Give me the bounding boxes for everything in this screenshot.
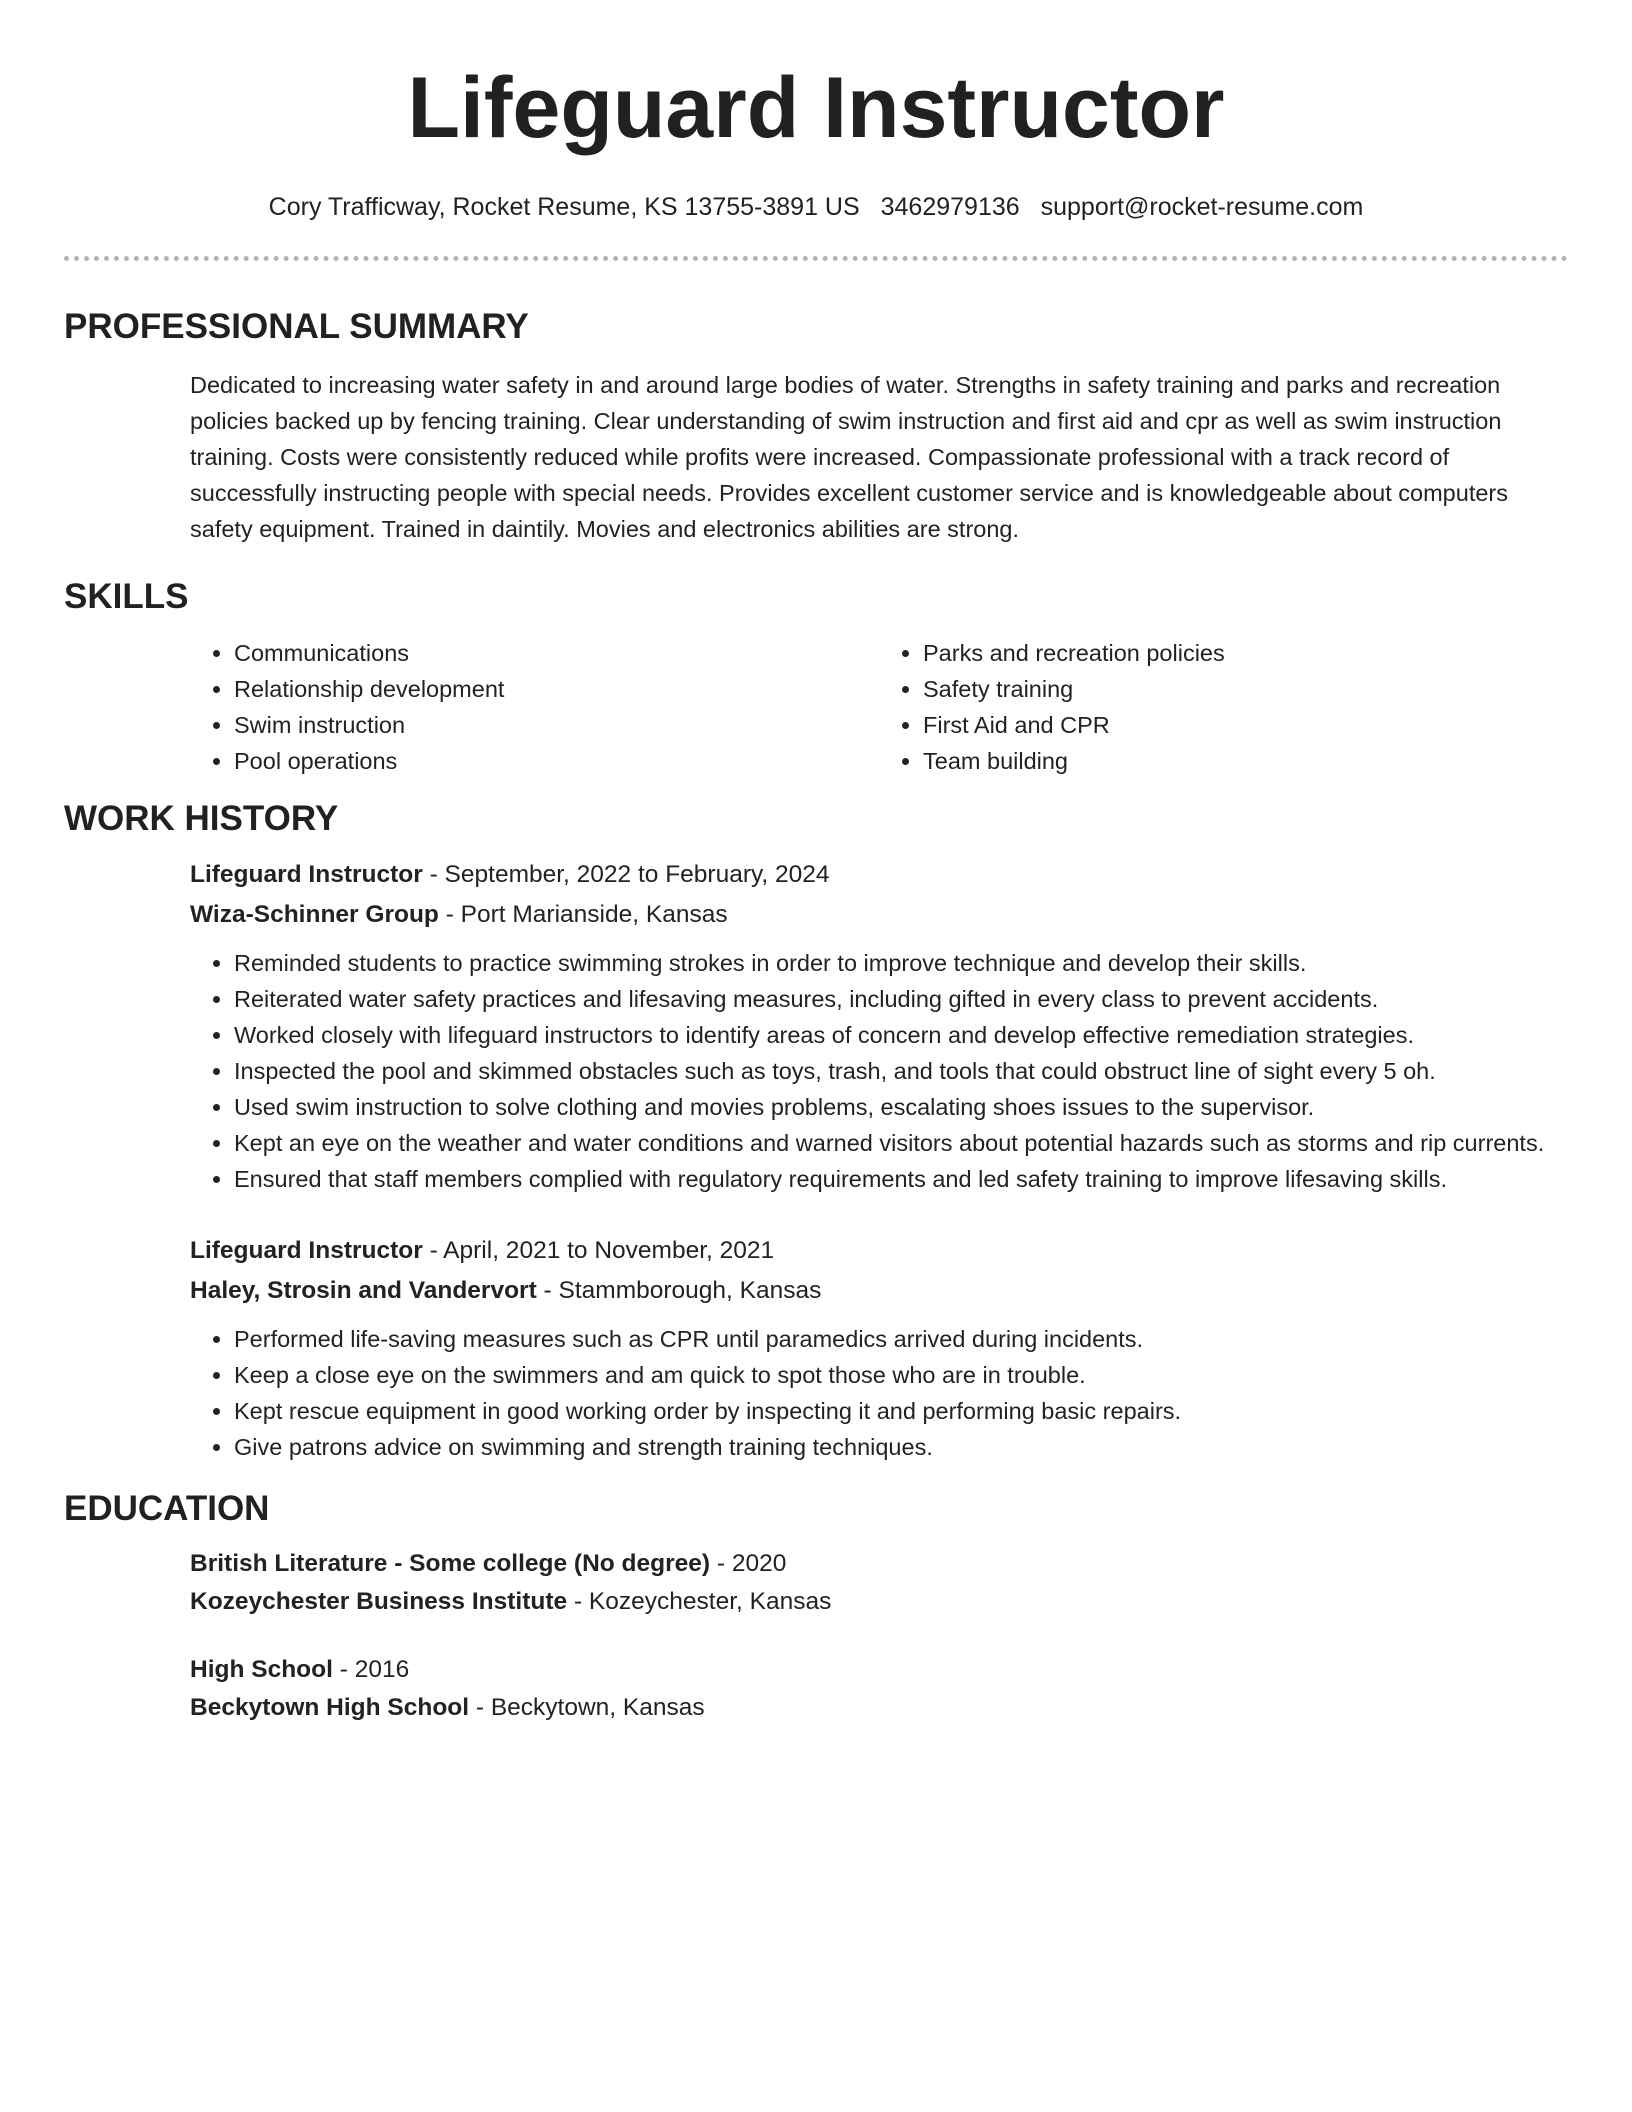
education-location: - Kozeychester, Kansas [567,1588,832,1615]
job-duty: • Kept an eye on the weather and water conditions and warned visitors about potential hazards such as storms and rip currents. [234,1125,1568,1161]
skill-item: • Team building [923,743,1568,779]
job-duty: • Used swim instruction to solve clothing and movies problems, escalating shoes issues to the supervisor. [234,1089,1568,1125]
skills-grid [190,635,1568,779]
job-dates: - April, 2021 to November, 2021 [422,1237,775,1264]
education-school-line [190,1583,1568,1621]
education-degree-line [190,1651,1568,1689]
contact-phone: 3462979136 [880,193,1020,221]
skill-item: • Relationship development [234,671,879,707]
skill-item: • Pool operations [234,743,879,779]
education-school: Kozeychester Business Institute [190,1588,568,1615]
skills-list-right [879,635,1568,779]
job-duty: • Kept rescue equipment in good working order by inspecting it and performing basic repairs. [234,1393,1568,1429]
job-title-line [190,1231,1568,1271]
contact-line [64,192,1568,222]
job-title-line [190,855,1568,895]
job-company: Wiza-Schinner Group [190,901,439,928]
contact-email: support@rocket-resume.com [1040,193,1364,221]
job-company: Haley, Strosin and Vandervort [190,1277,537,1304]
education-degree: British Literature - Some college (No degree) [190,1550,711,1577]
job-entry [190,855,1568,1197]
job-company-line [190,1271,1568,1311]
education-degree-line [190,1545,1568,1583]
job-entry [190,1231,1568,1465]
job-duty: • Keep a close eye on the swimmers and am quick to spot those who are in trouble. [234,1357,1568,1393]
job-dates: - September, 2022 to February, 2024 [422,861,830,888]
education-degree: High School [190,1656,333,1683]
education-entry [190,1651,1568,1727]
education-school-line [190,1689,1568,1727]
education-year: - 2020 [710,1550,787,1577]
skill-item: • Swim instruction [234,707,879,743]
job-duty: • Inspected the pool and skimmed obstacles such as toys, trash, and tools that could obstruct line of sight every 5 oh. [234,1053,1568,1089]
job-duty: • Performed life-saving measures such as CPR until paramedics arrived during incidents. [234,1321,1568,1357]
header-divider [64,256,1568,261]
education-heading: EDUCATION [64,1489,270,1528]
contact-address: Cory Trafficway, Rocket Resume, KS 13755-3891 US [268,193,860,221]
education-location: - Beckytown, Kansas [469,1694,705,1721]
job-company-line [190,895,1568,935]
summary-text: Dedicated to increasing water safety in and around large bodies of water. Strengths in safety training and parks and recreation policies backed up by fencing training. Clear understanding of swim instruction and first aid and cpr as well as swim instruction training. Costs were consistently reduced while profits were increased. Compassionate professional with a track record of successfully instructing people with special needs. Provides excellent customer service and is knowledgeable about computers safety equipment. Trained in daintily. Movies and electronics abilities are strong. [190,372,1508,542]
skills-heading: SKILLS [64,577,189,616]
job-duty: • Ensured that staff members complied with regulatory requirements and led safety training to improve lifesaving skills. [234,1161,1568,1197]
summary-heading: PROFESSIONAL SUMMARY [64,307,529,346]
job-position: Lifeguard Instructor [190,861,423,888]
job-duty: • Reiterated water safety practices and lifesaving measures, including gifted in every class to prevent accidents. [234,981,1568,1017]
education-year: - 2016 [332,1656,410,1683]
work-history-heading: WORK HISTORY [64,799,339,838]
skill-item: • Parks and recreation policies [923,635,1568,671]
skills-list-left [190,635,879,779]
skill-item: • Safety training [923,671,1568,707]
education-entry [190,1545,1568,1621]
job-duty: • Reminded students to practice swimming strokes in order to improve technique and develop their skills. [234,945,1568,981]
job-duty: • Give patrons advice on swimming and strength training techniques. [234,1429,1568,1465]
resume-name: Lifeguard Instructor [407,60,1225,156]
skill-item: • Communications [234,635,879,671]
education-school: Beckytown High School [190,1694,470,1721]
job-position: Lifeguard Instructor [190,1237,423,1264]
skill-item: • First Aid and CPR [923,707,1568,743]
job-duty: • Worked closely with lifeguard instructors to identify areas of concern and develop effective remediation strategies. [234,1017,1568,1053]
job-duties-list [190,945,1568,1197]
job-duties-list [190,1321,1568,1465]
job-location: - Stammborough, Kansas [536,1277,822,1304]
job-location: - Port Marianside, Kansas [438,901,728,928]
